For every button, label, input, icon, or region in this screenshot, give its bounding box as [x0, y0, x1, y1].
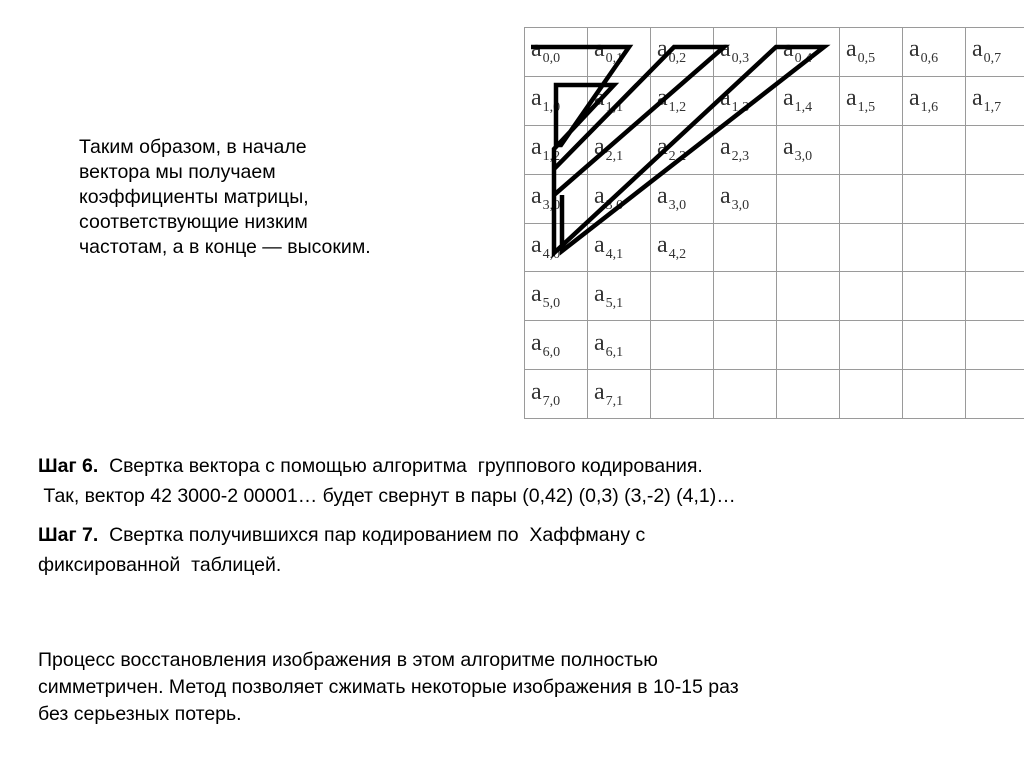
coefficient-letter: a	[657, 134, 668, 161]
coefficient-index: 0,1	[605, 51, 624, 67]
matrix-cell	[651, 370, 714, 419]
matrix-cell	[903, 28, 966, 77]
coefficient-letter: a	[594, 378, 605, 405]
coefficient-index: 5,0	[542, 295, 561, 311]
matrix-cell	[966, 76, 1024, 125]
coefficient-index: 1,2	[668, 100, 687, 116]
matrix-cell	[840, 370, 903, 419]
coefficient-letter: a	[846, 85, 857, 112]
coefficient-index: 0,2	[668, 51, 687, 67]
coefficient-letter: a	[720, 183, 731, 210]
matrix-cell	[903, 174, 966, 223]
step-7-paragraph	[38, 520, 645, 580]
matrix-cell	[840, 223, 903, 272]
matrix-cell	[777, 76, 840, 125]
intro-paragraph	[79, 135, 371, 260]
coefficient-index: 1,3	[731, 100, 750, 116]
matrix-row	[525, 28, 1024, 77]
step-6-example: Так, вектор 42 3000-2 00001… будет свернут в пары (0,42) (0,3) (3,-2) (4,1)…	[38, 485, 736, 507]
step-7-text: Свертка получившихся пар кодированием по Хаффману с	[98, 524, 646, 546]
coefficient-index: 3,0	[794, 149, 813, 165]
coefficient-letter: a	[594, 85, 605, 112]
matrix-cell	[588, 272, 651, 321]
coefficient-letter: a	[594, 329, 605, 356]
coefficient-index: 6,1	[605, 344, 624, 360]
matrix-cell	[525, 76, 588, 125]
coefficient-matrix	[524, 27, 1002, 419]
matrix-row	[525, 76, 1024, 125]
coefficient-index: 2,2	[668, 149, 687, 165]
coefficient-letter: a	[531, 134, 542, 161]
coefficient-index: 3,0	[731, 198, 750, 214]
coefficient-letter: a	[531, 378, 542, 405]
matrix-cell	[588, 321, 651, 370]
matrix-cell	[777, 370, 840, 419]
matrix-cell	[903, 223, 966, 272]
closing-line: Процесс восстановления изображения в этом алгоритме полностью	[38, 649, 658, 671]
coefficient-index: 1,6	[920, 100, 939, 116]
coefficient-letter: a	[909, 36, 920, 63]
coefficient-index: 0,3	[731, 51, 750, 67]
matrix-cell	[777, 272, 840, 321]
matrix-cell	[588, 28, 651, 77]
matrix-cell	[777, 321, 840, 370]
matrix-cell	[903, 321, 966, 370]
coefficient-index: 7,0	[542, 393, 561, 409]
coefficient-index: 0,6	[920, 51, 939, 67]
matrix-cell	[840, 272, 903, 321]
matrix-cell	[651, 125, 714, 174]
matrix-cell	[651, 76, 714, 125]
matrix-row	[525, 125, 1024, 174]
matrix-cell	[525, 223, 588, 272]
coefficient-letter: a	[531, 329, 542, 356]
matrix-cell	[714, 321, 777, 370]
coefficient-index: 0,4	[794, 51, 813, 67]
coefficient-index: 2,3	[731, 149, 750, 165]
coefficient-index: 5,1	[605, 295, 624, 311]
coefficient-letter: a	[531, 183, 542, 210]
coefficient-letter: a	[531, 280, 542, 307]
coefficient-table	[524, 27, 1024, 419]
coefficient-index: 1,7	[983, 100, 1002, 116]
coefficient-index: 4,0	[542, 246, 561, 262]
matrix-cell	[903, 272, 966, 321]
matrix-cell	[966, 125, 1024, 174]
coefficient-index: 4,2	[668, 246, 687, 262]
matrix-row	[525, 272, 1024, 321]
matrix-cell	[840, 321, 903, 370]
matrix-cell	[525, 28, 588, 77]
coefficient-letter: a	[594, 280, 605, 307]
intro-line: Таким образом, в начале	[79, 136, 307, 158]
step-7-label: Шаг 7.	[38, 524, 99, 546]
matrix-cell	[714, 76, 777, 125]
matrix-row	[525, 174, 1024, 223]
matrix-cell	[525, 125, 588, 174]
closing-line: без серьезных потерь.	[38, 703, 242, 725]
matrix-row	[525, 223, 1024, 272]
coefficient-index: 1,4	[794, 100, 813, 116]
coefficient-letter: a	[720, 85, 731, 112]
matrix-cell	[651, 321, 714, 370]
matrix-cell	[525, 370, 588, 419]
matrix-row	[525, 321, 1024, 370]
step-6-heading	[38, 451, 736, 481]
step-7-text-continued: фиксированной таблицей.	[38, 554, 282, 576]
coefficient-letter: a	[657, 231, 668, 258]
step-7-heading	[38, 520, 645, 550]
coefficient-letter: a	[909, 85, 920, 112]
matrix-cell	[966, 321, 1024, 370]
matrix-cell	[714, 174, 777, 223]
step-6-label: Шаг 6.	[38, 455, 99, 477]
matrix-cell	[714, 370, 777, 419]
coefficient-letter: a	[594, 231, 605, 258]
coefficient-letter: a	[594, 134, 605, 161]
intro-line: частотам, а в конце — высоким.	[79, 236, 371, 258]
closing-paragraph	[38, 647, 739, 728]
coefficient-letter: a	[846, 36, 857, 63]
matrix-cell	[651, 28, 714, 77]
matrix-cell	[588, 125, 651, 174]
matrix-cell	[525, 272, 588, 321]
coefficient-letter: a	[783, 85, 794, 112]
matrix-cell	[651, 174, 714, 223]
matrix-cell	[840, 28, 903, 77]
coefficient-letter: a	[594, 183, 605, 210]
matrix-cell	[777, 28, 840, 77]
matrix-cell	[840, 174, 903, 223]
intro-line: соответствующие низким	[79, 211, 308, 233]
coefficient-index: 1,0	[542, 100, 561, 116]
matrix-cell	[840, 125, 903, 174]
coefficient-index: 0,5	[857, 51, 876, 67]
coefficient-letter: a	[594, 36, 605, 63]
coefficient-index: 0,7	[983, 51, 1002, 67]
step-6-paragraph	[38, 451, 736, 511]
coefficient-letter: a	[657, 183, 668, 210]
coefficient-index: 6,0	[542, 344, 561, 360]
closing-line: симметричен. Метод позволяет сжимать некоторые изображения в 10-15 раз	[38, 676, 739, 698]
coefficient-letter: a	[657, 36, 668, 63]
coefficient-index: 7,1	[605, 393, 624, 409]
coefficient-index: 1,5	[857, 100, 876, 116]
matrix-cell	[903, 370, 966, 419]
coefficient-letter: a	[720, 36, 731, 63]
coefficient-index: 3,0	[668, 198, 687, 214]
coefficient-index: 4,1	[605, 246, 624, 262]
matrix-cell	[840, 76, 903, 125]
coefficient-letter: a	[657, 85, 668, 112]
coefficient-letter: a	[783, 134, 794, 161]
matrix-cell	[903, 125, 966, 174]
coefficient-letter: a	[972, 85, 983, 112]
coefficient-letter: a	[720, 134, 731, 161]
coefficient-index: 0,0	[542, 51, 561, 67]
matrix-cell	[714, 28, 777, 77]
matrix-cell	[525, 321, 588, 370]
matrix-cell	[714, 125, 777, 174]
intro-line: коэффициенты матрицы,	[79, 186, 309, 208]
matrix-cell	[588, 223, 651, 272]
coefficient-letter: a	[972, 36, 983, 63]
coefficient-letter: a	[531, 231, 542, 258]
matrix-cell	[777, 174, 840, 223]
matrix-cell	[525, 174, 588, 223]
matrix-cell	[714, 272, 777, 321]
coefficient-index: 2,1	[605, 149, 624, 165]
matrix-cell	[966, 28, 1024, 77]
coefficient-index: 1,2	[542, 149, 561, 165]
matrix-cell	[651, 223, 714, 272]
step-6-text: Свертка вектора с помощью алгоритма группового кодирования.	[98, 455, 703, 477]
matrix-cell	[966, 223, 1024, 272]
coefficient-letter: a	[531, 36, 542, 63]
matrix-cell	[777, 125, 840, 174]
intro-line: вектора мы получаем	[79, 161, 276, 183]
matrix-cell	[966, 370, 1024, 419]
matrix-cell	[777, 223, 840, 272]
matrix-cell	[966, 272, 1024, 321]
coefficient-index: 3,0	[542, 198, 561, 214]
matrix-row	[525, 370, 1024, 419]
coefficient-index: 1,1	[605, 100, 624, 116]
coefficient-letter: a	[783, 36, 794, 63]
matrix-cell	[903, 76, 966, 125]
matrix-cell	[651, 272, 714, 321]
matrix-cell	[588, 370, 651, 419]
coefficient-letter: a	[531, 85, 542, 112]
coefficient-index: 3,0	[605, 198, 624, 214]
matrix-cell	[588, 174, 651, 223]
matrix-cell	[714, 223, 777, 272]
matrix-cell	[966, 174, 1024, 223]
matrix-cell	[588, 76, 651, 125]
